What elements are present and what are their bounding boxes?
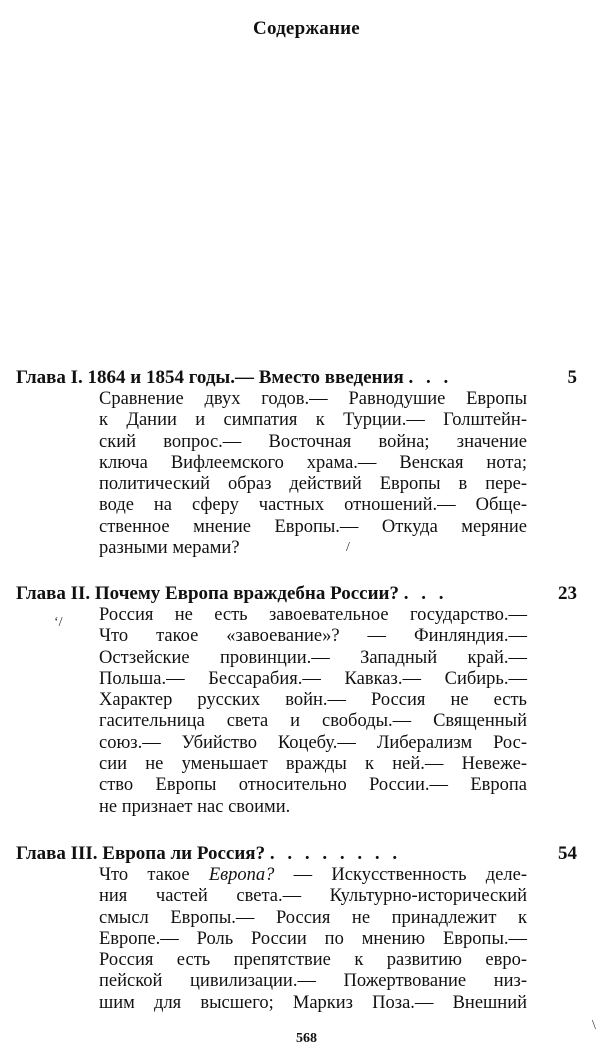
chapter-heading: [16, 843, 516, 865]
summary-line: Остзейские провинции.— Западный край.—: [99, 647, 527, 668]
summary-line: Россия не есть завоевательное государство.—: [99, 605, 527, 625]
summary-line: Что такое «завоевание»? — Финляндия.—: [99, 626, 527, 647]
summary-line: смысл Европы.— Россия не принадлежит к: [99, 907, 527, 928]
leader-dots: . . . . . . . .: [269, 843, 402, 864]
summary-line: Польша.— Бессарабия.— Кавказ.— Сибирь.—: [99, 668, 527, 689]
summary-line: шим для высшего; Маркиз Поза.— Внешний: [99, 992, 527, 1013]
leader-dots: . . .: [403, 583, 448, 604]
chapter-title: Глава I. 1864 и 1854 годы.— Вместо введения: [16, 367, 404, 388]
chapter-page-number: 5: [567, 367, 577, 388]
summary-line: ский вопрос.— Восточная война; значение: [99, 431, 527, 452]
summary-line: Россия есть препятствие к развитию евро-: [99, 950, 527, 971]
scan-mark: \: [592, 1018, 596, 1033]
summary-line: ство Европы относительно России.— Европа: [99, 775, 527, 796]
summary-line: ключа Вифлеемского храма.— Венская нота;: [99, 452, 527, 473]
summary-line: гасительница света и свободы.— Священный: [99, 711, 527, 732]
summary-line: пейской цивилизации.— Пожертвование низ-: [99, 971, 527, 992]
summary-line: разными мерами?: [99, 538, 240, 559]
summary-line: союз.— Убийство Коцебу.— Либерализм Рос-: [99, 732, 527, 753]
summary-text: — Искусственность деле-: [274, 865, 527, 885]
summary-line: ственное мнение Европы.— Откуда меряние: [99, 516, 527, 537]
summary-line: Сравнение двух годов.— Равнодушие Европы: [99, 389, 527, 409]
footer-page-number: 568: [296, 1031, 317, 1046]
summary-line: сии не уменьшает вражды к ней.— Невеже-: [99, 754, 527, 775]
summary-line: ния частей света.— Культурно-исторический: [99, 886, 527, 907]
chapter-heading: [16, 367, 516, 389]
summary-text: Что такое: [99, 865, 209, 885]
chapter-title: Глава II. Почему Европа враждебна России?: [16, 583, 399, 604]
summary-line: к Дании и симпатия к Турции.— Голштейн-: [99, 410, 527, 431]
summary-line: политический образ действий Европы в пере-: [99, 474, 527, 495]
summary-line: Характер русских войн.— Россия не есть: [99, 690, 527, 711]
summary-line: Европе.— Роль России по мнению Европы.—: [99, 928, 527, 949]
scan-mark: /: [346, 540, 350, 555]
chapter-page-number: 54: [558, 843, 577, 864]
chapter-title: Глава III. Европа ли Россия?: [16, 843, 266, 864]
summary-line: воде на сферу частных отношений.— Обще-: [99, 495, 527, 516]
chapter-page-number: 23: [558, 583, 577, 604]
summary-line: [99, 865, 527, 886]
scan-mark: ʻ/: [54, 615, 63, 630]
leader-dots: . . .: [408, 367, 453, 388]
chapter-summary: [99, 865, 527, 1014]
page-title: Содержание: [253, 18, 360, 39]
summary-line: не признает нас своими.: [99, 796, 291, 817]
chapter-summary: [99, 605, 527, 818]
emphasis-text: Европа?: [208, 865, 275, 885]
chapter-summary: [99, 389, 527, 559]
chapter-heading: [16, 583, 516, 605]
